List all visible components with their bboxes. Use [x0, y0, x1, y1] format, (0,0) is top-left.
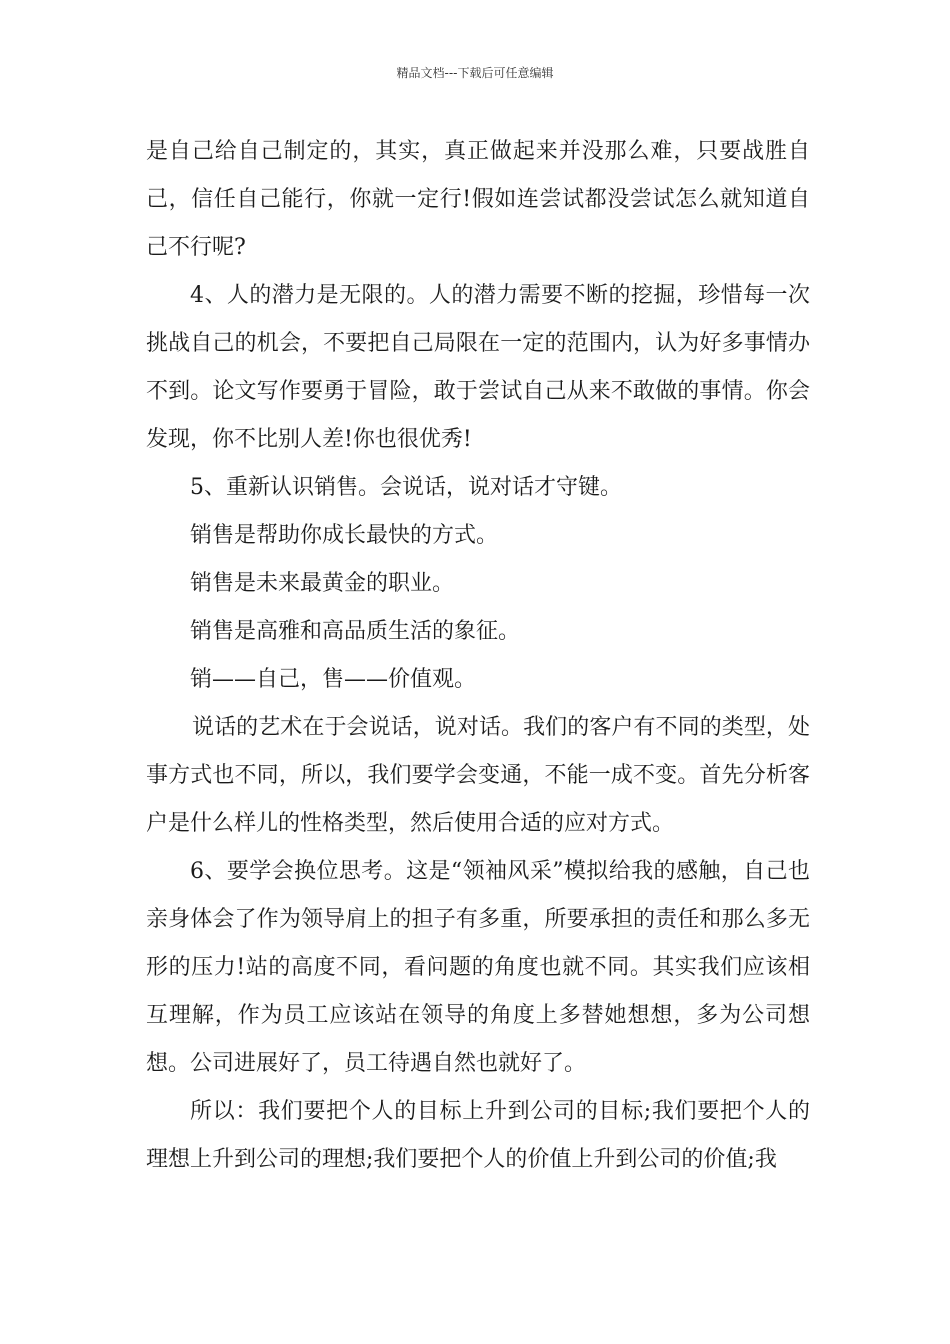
paragraph-2: 4、人的潜力是无限的。人的潜力需要不断的挖掘，珍惜每一次挑战自己的机会，不要把自己局限在一定的范围内，认为好多事情办不到。论文写作要勇于冒险，敢于尝试自己从来不敢做的事情。你会发现，你不比别人差!你也很优秀! [146, 283, 810, 452]
paragraph-3: 5、重新认识销售。会说话，说对话才守键。 [190, 475, 622, 500]
paragraph-8: 说话的艺术在于会说话，说对话。我们的客户有不同的类型，处事方式也不同，所以，我们要学会变通，不能一成不变。首先分析客户是什么样儿的性格类型，然后使用合适的应对方式。 [146, 715, 810, 836]
paragraph-7: 销——自己，售——价值观。 [190, 667, 477, 692]
paragraph-6: 销售是高雅和高品质生活的象征。 [190, 619, 521, 644]
paragraph-1: 是自己给自己制定的，其实，真正做起来并没那么难，只要战胜自己，信任自己能行，你就一定行!假如连尝试都没尝试怎么就知道自己不行呢? [146, 139, 810, 260]
paragraph-5: 销售是未来最黄金的职业。 [190, 571, 455, 596]
paragraph-4: 销售是帮助你成长最快的方式。 [190, 523, 499, 548]
paragraph-9: 6、要学会换位思考。这是“领袖风采”模拟给我的感触，自己也亲身体会了作为领导肩上的担子有多重，所要承担的责任和那么多无形的压力!站的高度不同，看问题的角度也就不同。其实我们应该相互理解，作为员工应该站在领导的角度上多替她想想，多为公司想想。公司进展好了，员工待遇自然也就好了。 [146, 859, 810, 1076]
page-header: 精品文档---下载后可任意编辑 [396, 66, 554, 80]
paragraph-10: 所以：我们要把个人的目标上升到公司的目标;我们要把个人的理想上升到公司的理想;我们要把个人的价值上升到公司的价值;我 [146, 1099, 810, 1172]
document-body [146, 128, 810, 1184]
